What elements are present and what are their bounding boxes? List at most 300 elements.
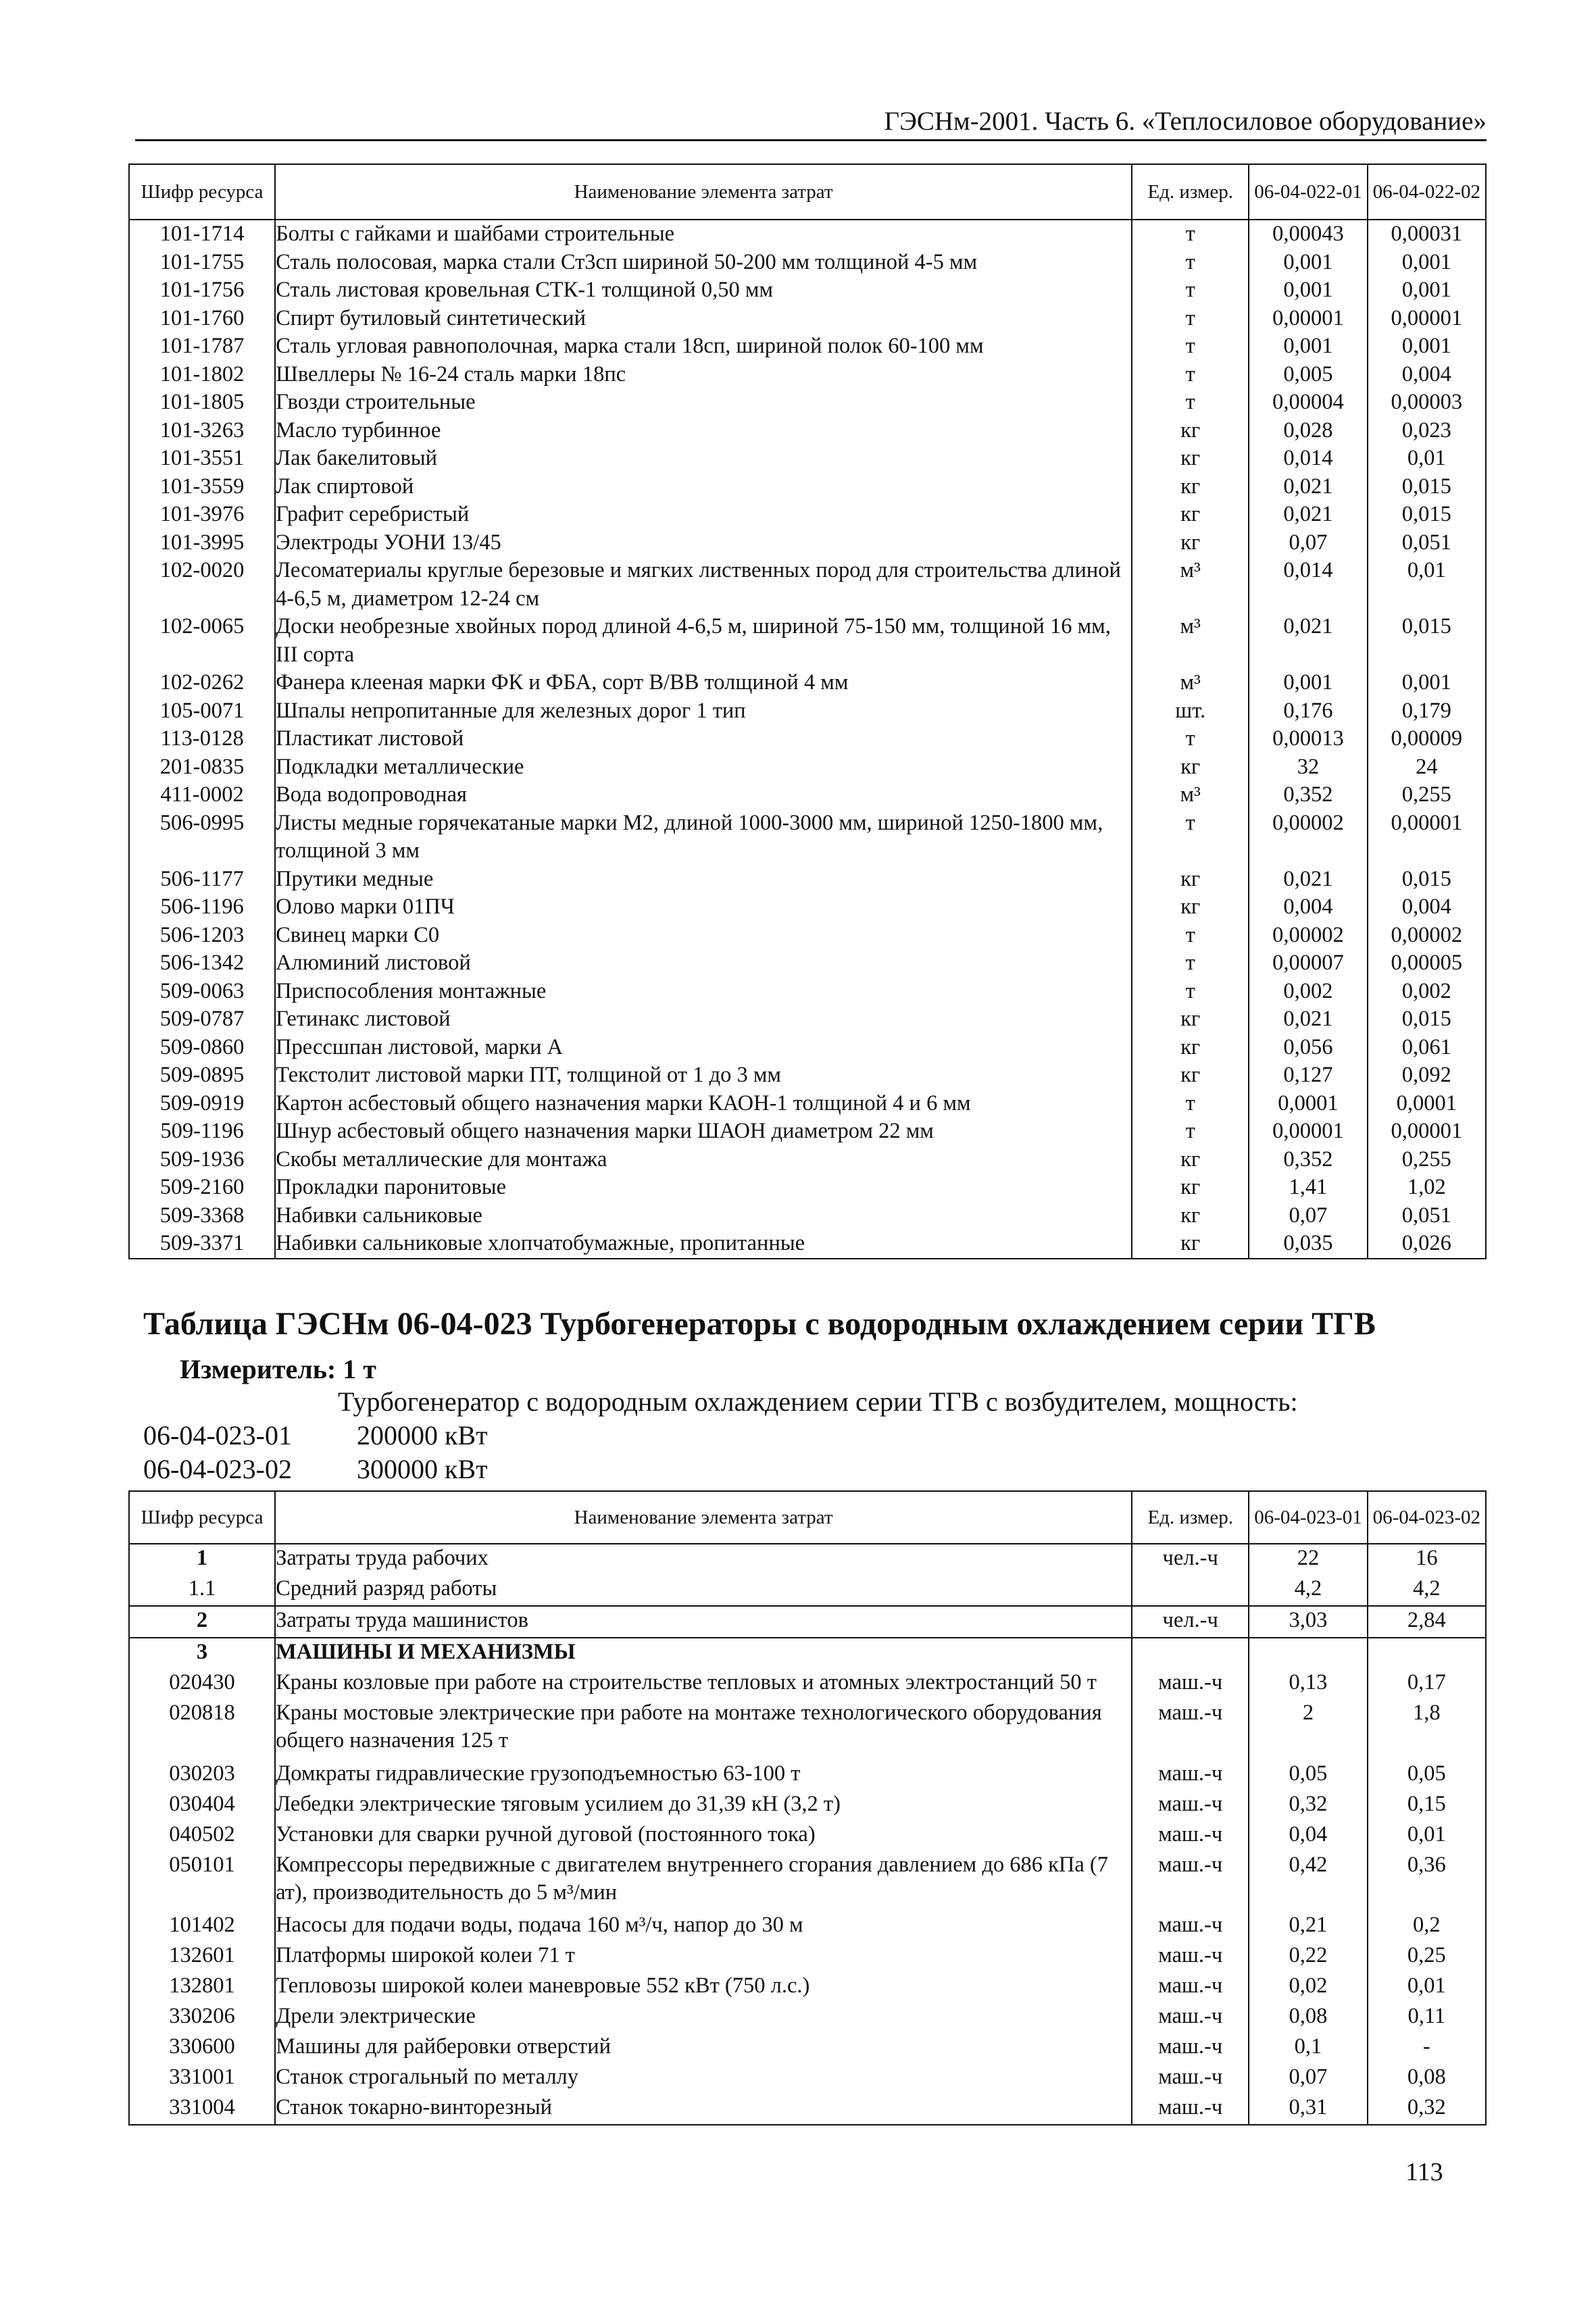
cell-unit: т [1132, 809, 1249, 865]
resource-table-022 [128, 164, 1487, 1259]
cell-name: Затраты труда машинистов [275, 1606, 1132, 1638]
cell-unit: т [1132, 725, 1249, 753]
cell-unit: кг [1132, 1005, 1249, 1034]
cell-name: Средний разряд работы [275, 1575, 1132, 1606]
header-rule [135, 139, 1487, 141]
cell-code: 509-0063 [129, 978, 275, 1006]
table-row [129, 613, 1486, 669]
cell-name: Набивки сальниковые хлопчатобумажные, пропитанные [275, 1230, 1132, 1259]
cell-code: 509-0895 [129, 1061, 275, 1090]
cell-value-1: 0,004 [1249, 893, 1367, 922]
cell-unit: т [1132, 361, 1249, 389]
cell-unit: м³ [1132, 557, 1249, 613]
cell-unit: чел.-ч [1132, 1606, 1249, 1638]
cell-value-2: 0,001 [1368, 249, 1486, 277]
cell-value-2: 0,00001 [1368, 305, 1486, 333]
cell-unit: кг [1132, 1230, 1249, 1259]
cell-name: Сталь угловая равнополочная, марка стали 18сп, шириной полок 60-100 мм [275, 332, 1132, 361]
cell-code: 2 [129, 1606, 275, 1638]
cell-unit: т [1132, 1117, 1249, 1146]
cell-unit: кг [1132, 893, 1249, 922]
cell-code: 101-1802 [129, 361, 275, 389]
cell-value-1: 1,41 [1249, 1174, 1367, 1202]
cell-code: 050101 [129, 1851, 275, 1912]
cell-code: 101-3559 [129, 473, 275, 501]
variant-value: 300000 кВт [357, 1454, 488, 1484]
cell-value-1: 3,03 [1249, 1606, 1367, 1638]
cell-unit: кг [1132, 529, 1249, 557]
cell-name: Прессшпан листовой, марки А [275, 1034, 1132, 1062]
table-row [129, 1202, 1486, 1230]
table-row [129, 978, 1486, 1006]
cell-value-2: 0,092 [1368, 1061, 1486, 1090]
table-row [129, 893, 1486, 922]
table-row [129, 249, 1486, 277]
cell-code: 030203 [129, 1760, 275, 1790]
cell-code: 102-0065 [129, 613, 275, 669]
cell-value-2: 0,255 [1368, 781, 1486, 809]
cell-code: 101-1760 [129, 305, 275, 333]
cell-name: Насосы для подачи воды, подача 160 м³/ч, напор до 30 м [275, 1911, 1132, 1942]
cell-name: Платформы широкой колеи 71 т [275, 1942, 1132, 1972]
cell-unit: т [1132, 1090, 1249, 1118]
cell-name: Набивки сальниковые [275, 1202, 1132, 1230]
cell-value-2 [1368, 1638, 1486, 1669]
cell-unit: маш.-ч [1132, 1760, 1249, 1790]
cell-name: Скобы металлические для монтажа [275, 1146, 1132, 1174]
cell-code: 1.1 [129, 1575, 275, 1606]
cell-code: 506-1203 [129, 922, 275, 950]
measure-unit: Измеритель: 1 т [180, 1354, 376, 1384]
running-head: ГЭСНм-2001. Часть 6. «Теплосиловое оборудование» [884, 107, 1487, 136]
cell-code: 330206 [129, 2003, 275, 2033]
cell-unit: т [1132, 305, 1249, 333]
cell-unit [1132, 1638, 1249, 1669]
cell-value-2: 0,17 [1368, 1669, 1486, 1699]
cell-value-2: 0,026 [1368, 1230, 1486, 1259]
cell-unit: м³ [1132, 781, 1249, 809]
cell-code: 132801 [129, 1972, 275, 2003]
cell-value-1: 0,00007 [1249, 949, 1367, 978]
cell-name: Гвозди строительные [275, 388, 1132, 417]
cell-value-2: - [1368, 2033, 1486, 2063]
table-row [129, 1821, 1486, 1851]
cell-value-2: 16 [1368, 1544, 1486, 1575]
table-header-row [129, 1491, 1486, 1544]
cell-value-1: 0,08 [1249, 2003, 1367, 2033]
cell-code: 113-0128 [129, 725, 275, 753]
cell-name: Графит серебристый [275, 501, 1132, 529]
col-header-023-01: 06-04-023-01 [1249, 1491, 1367, 1544]
cell-value-2: 0,25 [1368, 1942, 1486, 1972]
cell-value-2: 0,01 [1368, 557, 1486, 613]
cell-code: 509-3371 [129, 1230, 275, 1259]
cell-name: МАШИНЫ И МЕХАНИЗМЫ [275, 1638, 1132, 1669]
cell-value-1: 0,0001 [1249, 1090, 1367, 1118]
cell-code: 331004 [129, 2094, 275, 2125]
cell-value-2: 0,01 [1368, 445, 1486, 473]
cell-name: Лак спиртовой [275, 473, 1132, 501]
cell-value-2: 0,015 [1368, 865, 1486, 894]
cell-value-2: 0,004 [1368, 361, 1486, 389]
table-row [129, 361, 1486, 389]
cell-value-1: 0,22 [1249, 1942, 1367, 1972]
cell-unit: т [1132, 249, 1249, 277]
cell-code: 101-3976 [129, 501, 275, 529]
cell-value-1: 0,00043 [1249, 220, 1367, 249]
table-row [129, 1760, 1486, 1790]
cell-code: 506-1196 [129, 893, 275, 922]
cell-name: Гетинакс листовой [275, 1005, 1132, 1034]
cell-value-1: 0,056 [1249, 1034, 1367, 1062]
cell-code: 331001 [129, 2063, 275, 2094]
cell-value-2: 0,002 [1368, 978, 1486, 1006]
table-row [129, 445, 1486, 473]
cell-code: 506-0995 [129, 809, 275, 865]
cell-value-1: 32 [1249, 753, 1367, 782]
cell-value-1: 0,021 [1249, 865, 1367, 894]
cell-value-2: 0,15 [1368, 1790, 1486, 1821]
table-row [129, 473, 1486, 501]
cell-unit: кг [1132, 445, 1249, 473]
cell-name: Болты с гайками и шайбами строительные [275, 220, 1132, 249]
cell-unit: маш.-ч [1132, 2094, 1249, 2125]
table-row [129, 1005, 1486, 1034]
cell-name: Доски необрезные хвойных пород длиной 4-6,5 м, шириной 75-150 мм, толщиной 16 мм, III сорта [275, 613, 1132, 669]
cell-unit [1132, 1575, 1249, 1606]
cell-code: 132601 [129, 1942, 275, 1972]
table-row [129, 1606, 1486, 1638]
cell-value-1: 0,31 [1249, 2094, 1367, 2125]
variant-row [143, 1419, 488, 1453]
table-row [129, 1174, 1486, 1202]
cell-value-1: 0,00001 [1249, 305, 1367, 333]
variant-value: 200000 кВт [357, 1420, 488, 1451]
cell-unit: т [1132, 332, 1249, 361]
cell-code: 509-0860 [129, 1034, 275, 1062]
cell-name: Лак бакелитовый [275, 445, 1132, 473]
table-row [129, 305, 1486, 333]
cell-value-1: 0,002 [1249, 978, 1367, 1006]
cell-value-2: 0,00009 [1368, 725, 1486, 753]
cell-value-2: 0,015 [1368, 501, 1486, 529]
col-header-name: Наименование элемента затрат [275, 1491, 1132, 1544]
cell-value-2: 0,051 [1368, 529, 1486, 557]
cell-unit: шт. [1132, 697, 1249, 726]
cell-code: 101-3263 [129, 417, 275, 445]
table-row [129, 669, 1486, 697]
cell-code: 101-3551 [129, 445, 275, 473]
cell-unit: кг [1132, 1174, 1249, 1202]
cell-value-2: 1,8 [1368, 1699, 1486, 1760]
cell-code: 102-0262 [129, 669, 275, 697]
col-header-022-01: 06-04-022-01 [1249, 164, 1367, 220]
cell-value-1: 0,00002 [1249, 809, 1367, 865]
table-title: Таблица ГЭСНм 06-04-023 Турбогенераторы с водородным охлаждением серии ТГВ [143, 1306, 1376, 1342]
cell-value-2: 0,179 [1368, 697, 1486, 726]
cell-value-1: 2 [1249, 1699, 1367, 1760]
cell-value-2: 0,2 [1368, 1911, 1486, 1942]
cell-value-2: 0,00002 [1368, 922, 1486, 950]
cell-unit: т [1132, 220, 1249, 249]
table-row [129, 2003, 1486, 2033]
table-row [129, 2033, 1486, 2063]
cell-value-1: 22 [1249, 1544, 1367, 1575]
cell-code: 506-1342 [129, 949, 275, 978]
table-row [129, 2094, 1486, 2125]
table-row [129, 1972, 1486, 2003]
cell-name: Компрессоры передвижные с двигателем внутреннего сгорания давлением до 686 кПа (7 ат), производительность до 5 м³/мин [275, 1851, 1132, 1912]
cell-code: 105-0071 [129, 697, 275, 726]
col-header-code: Шифр ресурса [129, 1491, 275, 1544]
cell-value-1: 0,028 [1249, 417, 1367, 445]
table-row [129, 1575, 1486, 1606]
cell-value-2: 4,2 [1368, 1575, 1486, 1606]
cell-name: Свинец марки С0 [275, 922, 1132, 950]
cell-name: Сталь полосовая, марка стали Ст3сп шириной 50-200 мм толщиной 4-5 мм [275, 249, 1132, 277]
table-description: Турбогенератор с водородным охлаждением серии ТГВ с возбудителем, мощность: [338, 1386, 1298, 1417]
table-row [129, 922, 1486, 950]
cell-name: Алюминий листовой [275, 949, 1132, 978]
table-row [129, 276, 1486, 305]
cell-value-1: 0,04 [1249, 1821, 1367, 1851]
cell-name: Установки для сварки ручной дуговой (постоянного тока) [275, 1821, 1132, 1851]
cell-value-2: 0,08 [1368, 2063, 1486, 2094]
cell-name: Прокладки паронитовые [275, 1174, 1132, 1202]
cell-unit: т [1132, 949, 1249, 978]
cell-name: Текстолит листовой марки ПТ, толщиной от 1 до 3 мм [275, 1061, 1132, 1090]
cell-name: Домкраты гидравлические грузоподъемностью 63-100 т [275, 1760, 1132, 1790]
cell-unit: чел.-ч [1132, 1544, 1249, 1575]
cell-value-1: 0,00001 [1249, 1117, 1367, 1146]
table-row [129, 1544, 1486, 1575]
cell-unit: кг [1132, 1202, 1249, 1230]
cell-value-1: 0,1 [1249, 2033, 1367, 2063]
cell-value-2: 0,36 [1368, 1851, 1486, 1912]
cell-name: Масло турбинное [275, 417, 1132, 445]
cell-value-2: 0,001 [1368, 669, 1486, 697]
cell-unit: маш.-ч [1132, 1911, 1249, 1942]
cell-value-1: 0,001 [1249, 276, 1367, 305]
cell-code: 101402 [129, 1911, 275, 1942]
cell-name: Машины для райберовки отверстий [275, 2033, 1132, 2063]
cell-value-2: 0,00003 [1368, 388, 1486, 417]
cell-name: Шпалы непропитанные для железных дорог 1 тип [275, 697, 1132, 726]
cell-value-2: 2,84 [1368, 1606, 1486, 1638]
cell-value-2: 0,001 [1368, 332, 1486, 361]
cell-value-1: 0,021 [1249, 613, 1367, 669]
cell-value-2: 0,11 [1368, 2003, 1486, 2033]
cell-value-1: 0,176 [1249, 697, 1367, 726]
cell-unit: маш.-ч [1132, 1821, 1249, 1851]
cell-name: Краны мостовые электрические при работе на монтаже технологического оборудования общего назначения 125 т [275, 1699, 1132, 1760]
cell-code: 101-1805 [129, 388, 275, 417]
cell-unit: кг [1132, 1146, 1249, 1174]
cell-code: 101-1755 [129, 249, 275, 277]
cell-unit: маш.-ч [1132, 2003, 1249, 2033]
cell-unit: маш.-ч [1132, 1972, 1249, 2003]
cell-unit: т [1132, 276, 1249, 305]
cell-value-1: 0,001 [1249, 249, 1367, 277]
resource-table-023 [128, 1490, 1487, 2126]
cell-value-2: 0,015 [1368, 1005, 1486, 1034]
cell-unit: кг [1132, 865, 1249, 894]
cell-unit: кг [1132, 501, 1249, 529]
table-row [129, 949, 1486, 978]
table-row [129, 753, 1486, 782]
cell-value-1 [1249, 1638, 1367, 1669]
cell-value-1: 0,00002 [1249, 922, 1367, 950]
cell-name: Прутики медные [275, 865, 1132, 894]
cell-value-2: 24 [1368, 753, 1486, 782]
cell-value-2: 0,32 [1368, 2094, 1486, 2125]
cell-value-2: 0,05 [1368, 1760, 1486, 1790]
cell-unit: маш.-ч [1132, 1699, 1249, 1760]
cell-name: Лесоматериалы круглые березовые и мягких лиственных пород для строительства длиной 4-6,5 м, диаметром 12-24 см [275, 557, 1132, 613]
table-row [129, 1638, 1486, 1669]
cell-value-1: 0,07 [1249, 1202, 1367, 1230]
table-row [129, 501, 1486, 529]
table-row [129, 1790, 1486, 1821]
cell-value-2: 0,001 [1368, 276, 1486, 305]
cell-name: Сталь листовая кровельная СТК-1 толщиной 0,50 мм [275, 276, 1132, 305]
table-row [129, 332, 1486, 361]
variant-code: 06-04-023-01 [143, 1420, 292, 1451]
cell-code: 020818 [129, 1699, 275, 1760]
cell-name: Пластикат листовой [275, 725, 1132, 753]
table-row [129, 1669, 1486, 1699]
table-row [129, 557, 1486, 613]
cell-name: Лебедки электрические тяговым усилием до 31,39 кН (3,2 т) [275, 1790, 1132, 1821]
cell-name: Шнур асбестовый общего назначения марки ШАОН диаметром 22 мм [275, 1117, 1132, 1146]
cell-value-2: 0,00005 [1368, 949, 1486, 978]
variant-row [143, 1453, 488, 1486]
cell-code: 101-1714 [129, 220, 275, 249]
cell-value-1: 0,021 [1249, 1005, 1367, 1034]
cell-value-2: 0,01 [1368, 1821, 1486, 1851]
cell-value-1: 0,05 [1249, 1760, 1367, 1790]
table-row [129, 1117, 1486, 1146]
cell-code: 101-1756 [129, 276, 275, 305]
table-row [129, 388, 1486, 417]
cell-code: 030404 [129, 1790, 275, 1821]
cell-unit: т [1132, 388, 1249, 417]
cell-unit: маш.-ч [1132, 2063, 1249, 2094]
cell-code: 509-0787 [129, 1005, 275, 1034]
table-body [129, 1544, 1486, 2125]
cell-name: Картон асбестовый общего назначения марки КАОН-1 толщиной 4 и 6 мм [275, 1090, 1132, 1118]
cell-unit: кг [1132, 1034, 1249, 1062]
cell-value-2: 0,255 [1368, 1146, 1486, 1174]
col-header-code: Шифр ресурса [129, 164, 275, 220]
cell-code: 509-1196 [129, 1117, 275, 1146]
table-row [129, 809, 1486, 865]
cell-value-1: 0,005 [1249, 361, 1367, 389]
cell-value-2: 0,015 [1368, 473, 1486, 501]
cell-value-1: 0,352 [1249, 1146, 1367, 1174]
cell-unit: кг [1132, 753, 1249, 782]
cell-code: 509-3368 [129, 1202, 275, 1230]
table-row [129, 1851, 1486, 1912]
cell-unit: маш.-ч [1132, 1851, 1249, 1912]
cell-value-2: 0,051 [1368, 1202, 1486, 1230]
col-header-unit: Ед. измер. [1132, 164, 1249, 220]
cell-code: 330600 [129, 2033, 275, 2063]
table-row [129, 1230, 1486, 1259]
cell-value-2: 0,00031 [1368, 220, 1486, 249]
cell-value-1: 0,42 [1249, 1851, 1367, 1912]
cell-name: Спирт бутиловый синтетический [275, 305, 1132, 333]
table-body [129, 220, 1486, 1259]
cell-value-2: 0,01 [1368, 1972, 1486, 2003]
cell-name: Фанера клееная марки ФК и ФБА, сорт В/ВВ толщиной 4 мм [275, 669, 1132, 697]
cell-code: 3 [129, 1638, 275, 1669]
cell-name: Вода водопроводная [275, 781, 1132, 809]
table-row [129, 1034, 1486, 1062]
page-number: 113 [1405, 2158, 1443, 2186]
cell-code: 101-3995 [129, 529, 275, 557]
cell-value-1: 0,014 [1249, 557, 1367, 613]
table-row [129, 220, 1486, 249]
cell-name: Приспособления монтажные [275, 978, 1132, 1006]
table-row [129, 725, 1486, 753]
cell-name: Станок строгальный по металлу [275, 2063, 1132, 2094]
cell-value-2: 1,02 [1368, 1174, 1486, 1202]
cell-value-2: 0,015 [1368, 613, 1486, 669]
cell-unit: маш.-ч [1132, 1790, 1249, 1821]
table-row [129, 529, 1486, 557]
cell-unit: м³ [1132, 669, 1249, 697]
cell-value-1: 0,00013 [1249, 725, 1367, 753]
cell-value-1: 0,13 [1249, 1669, 1367, 1699]
cell-value-1: 0,021 [1249, 473, 1367, 501]
table-row [129, 1699, 1486, 1760]
table-row [129, 781, 1486, 809]
cell-value-2: 0,023 [1368, 417, 1486, 445]
table-row [129, 417, 1486, 445]
cell-value-1: 0,021 [1249, 501, 1367, 529]
cell-value-1: 0,001 [1249, 332, 1367, 361]
cell-name: Листы медные горячекатаные марки М2, длиной 1000-3000 мм, шириной 1250-1800 мм, толщиной 3 мм [275, 809, 1132, 865]
cell-code: 201-0835 [129, 753, 275, 782]
cell-unit: т [1132, 922, 1249, 950]
variant-code: 06-04-023-02 [143, 1454, 292, 1484]
cell-unit: кг [1132, 1061, 1249, 1090]
cell-unit: маш.-ч [1132, 2033, 1249, 2063]
cell-code: 509-2160 [129, 1174, 275, 1202]
table-header-row [129, 164, 1486, 220]
cell-value-1: 0,00004 [1249, 388, 1367, 417]
cell-value-1: 0,07 [1249, 2063, 1367, 2094]
cell-value-1: 4,2 [1249, 1575, 1367, 1606]
cell-code: 509-0919 [129, 1090, 275, 1118]
col-header-name: Наименование элемента затрат [275, 164, 1132, 220]
cell-value-1: 0,32 [1249, 1790, 1367, 1821]
table-row [129, 1942, 1486, 1972]
cell-value-1: 0,21 [1249, 1911, 1367, 1942]
cell-code: 040502 [129, 1821, 275, 1851]
table-row [129, 697, 1486, 726]
cell-name: Тепловозы широкой колеи маневровые 552 кВт (750 л.с.) [275, 1972, 1132, 2003]
cell-value-2: 0,061 [1368, 1034, 1486, 1062]
cell-name: Станок токарно-винторезный [275, 2094, 1132, 2125]
cell-value-2: 0,0001 [1368, 1090, 1486, 1118]
cell-value-1: 0,352 [1249, 781, 1367, 809]
cell-unit: кг [1132, 417, 1249, 445]
col-header-unit: Ед. измер. [1132, 1491, 1249, 1544]
cell-code: 411-0002 [129, 781, 275, 809]
cell-unit: маш.-ч [1132, 1669, 1249, 1699]
